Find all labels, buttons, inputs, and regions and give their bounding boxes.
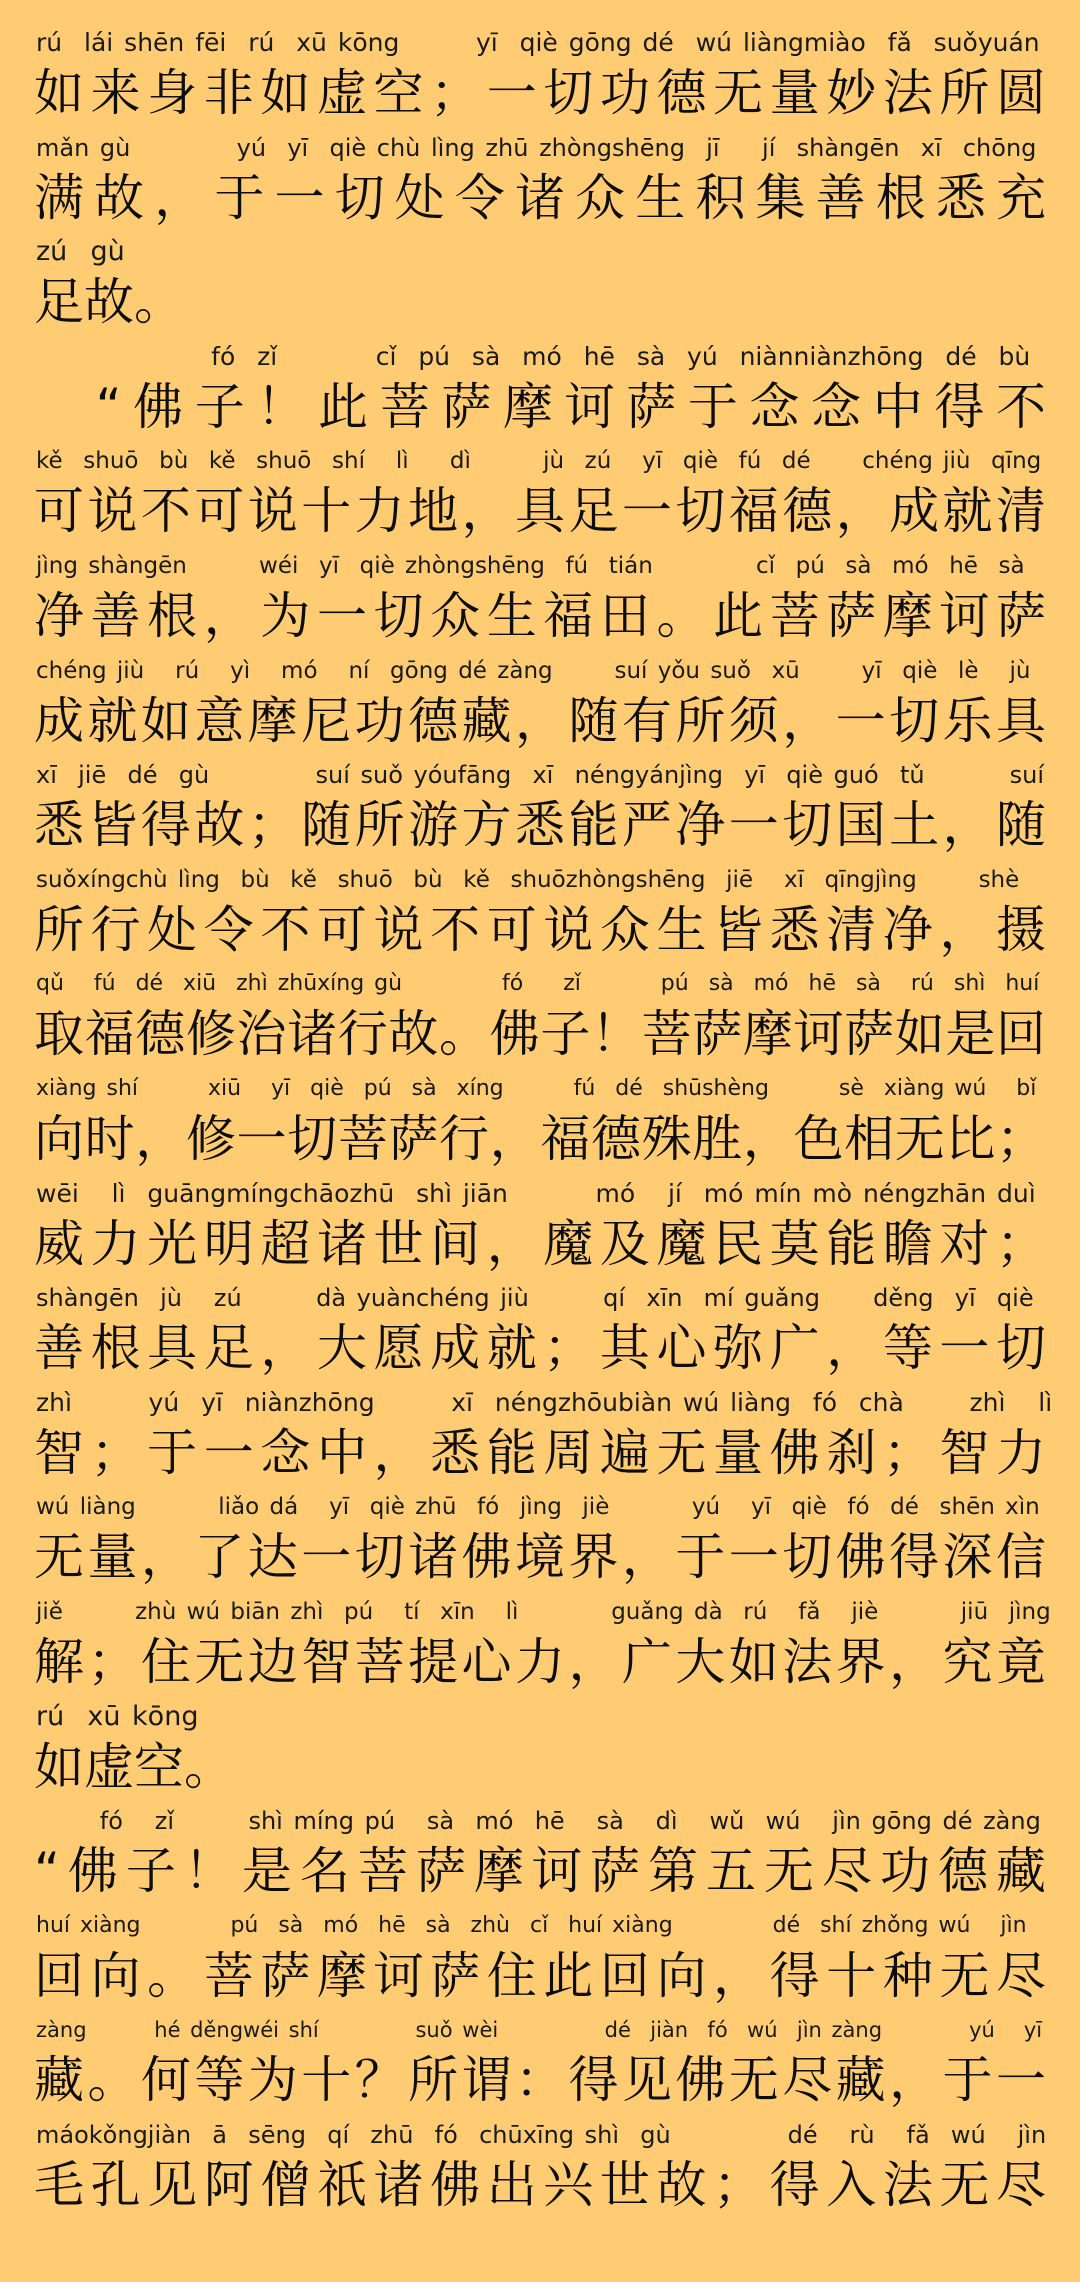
text-line xyxy=(0,549,1080,649)
pinyin-annotation: wú liàng liǎo dá yī qiè zhū fó jìng jiè yú yī qiè fó dé shēn xìn xyxy=(36,1494,1040,1520)
chinese-text: 成就如意摩尼功德藏，随有所须，一切乐具 xyxy=(34,692,1046,750)
chinese-text: 悉皆得故；随所游方悉能严净一切国土，随 xyxy=(34,796,1046,854)
pinyin-annotation: zhì yú yī niànzhōng xī néngzhōubiàn wú liàng fó chà zhì lì xyxy=(36,1388,1053,1417)
chinese-text: 可说不可说十力地，具足一切福德，成就清 xyxy=(34,482,1046,540)
chinese-text: 智；于一念中，悉能周遍无量佛刹；智力 xyxy=(34,1424,1046,1482)
chinese-text: 威力光明超诸世间，魔及魔民莫能瞻对； xyxy=(34,1215,1046,1273)
pinyin-annotation: jiě zhù wú biān zhì pú tí xīn lì guǎng dà rú fǎ jiè jiū jìng xyxy=(36,1599,1051,1625)
pinyin-annotation: máokǒngjiàn ā sēng qí zhū fó chūxīng shì gù dé rù fǎ wú jìn xyxy=(36,2121,1047,2149)
pinyin-annotation: zú gù xyxy=(36,236,125,267)
text-line xyxy=(0,1177,1080,1277)
text-line xyxy=(0,1804,1080,1904)
text-line xyxy=(0,863,1080,963)
pinyin-annotation: mǎn gù yú yī qiè chù lìng zhū zhòngshēng jī jí shàngēn xī chōng xyxy=(36,134,1037,162)
text-line xyxy=(0,1281,1080,1381)
text-line xyxy=(0,1490,1080,1590)
text-line xyxy=(0,26,1080,126)
text-line xyxy=(0,2013,1080,2113)
pinyin-annotation: zàng hé děngwéi shí suǒ wèi dé jiàn fó wú jìn zàng yú yī xyxy=(36,2018,1043,2042)
chinese-text: 取福德修治诸行故。佛子！菩萨摩诃萨如是回 xyxy=(34,1005,1046,1063)
chinese-text: 向时，修一切菩萨行，福德殊胜，色相无比； xyxy=(34,1110,1046,1168)
text-line xyxy=(0,967,1080,1067)
pinyin-annotation: jìng shàngēn wéi yī qiè zhòngshēng fú tián cǐ pú sà mó hē sà xyxy=(36,553,1025,579)
chinese-text: 如虚空。 xyxy=(34,1738,234,1796)
text-line xyxy=(0,1595,1080,1695)
text-line xyxy=(0,1386,1080,1486)
chinese-text: 净善根，为一切众生福田。此菩萨摩诃萨 xyxy=(34,587,1046,645)
pinyin-annotation: suǒxíngchù lìng bù kě shuō bù kě shuōzhòngshēng jiē xī qīngjìng shè xyxy=(36,867,1020,893)
pinyin-annotation: xī jiē dé gù suí suǒ yóufāng xī néngyánjìng yī qiè guó tǔ suí xyxy=(36,761,1045,789)
chinese-text: 如来身非如虚空；一切功德无量妙法所圆 xyxy=(34,64,1046,122)
pinyin-annotation: huí xiàng pú sà mó hē sà zhù cǐ huí xiàng dé shí zhǒng wú jìn xyxy=(36,1913,1027,1938)
pinyin-annotation: rú xū kōng xyxy=(36,1701,199,1732)
text-line xyxy=(0,1700,1080,1800)
text-line xyxy=(0,1909,1080,2009)
chinese-text: 藏。何等为十？所谓：得见佛无尽藏，于一 xyxy=(34,2051,1046,2109)
text-line xyxy=(0,131,1080,231)
text-line xyxy=(0,235,1080,335)
chinese-text: 足故。 xyxy=(34,273,184,331)
text-line xyxy=(0,1072,1080,1172)
pinyin-annotation: kě shuō bù kě shuō shí lì dì jù zú yī qiè fú dé chéng jiù qīng xyxy=(36,448,1042,474)
text-line xyxy=(0,758,1080,858)
pinyin-annotation: chéng jiù rú yì mó ní gōng dé zàng suí yǒu suǒ xū yī qiè lè jù xyxy=(36,658,1031,684)
chinese-text: 解；住无边智菩提心力，广大如法界，究竟 xyxy=(34,1633,1046,1691)
text-line xyxy=(0,340,1080,440)
text-line xyxy=(0,654,1080,754)
pinyin-annotation: rú lái shēn fēi rú xū kōng yī qiè gōng dé wú liàngmiào fǎ suǒyuán xyxy=(36,28,1040,57)
pinyin-annotation: shàngēn jù zú dà yuànchéng jiù qí xīn mí guǎng děng yī qiè xyxy=(36,1284,1034,1312)
chinese-text: 所行处令不可说不可说众生皆悉清净，摄 xyxy=(34,901,1046,959)
chinese-text: “佛子！此菩萨摩诃萨于念念中得不 xyxy=(34,378,1046,436)
pinyin-annotation: xiàng shí xiū yī qiè pú sà xíng fú dé shūshèng sè xiàng wú bǐ xyxy=(36,1076,1037,1101)
pinyin-annotation: fó zǐ cǐ pú sà mó hē sà yú niànniànzhōng dé bù xyxy=(36,342,1031,371)
chinese-text: 无量，了达一切诸佛境界，于一切佛得深信 xyxy=(34,1528,1046,1586)
text-line xyxy=(0,444,1080,544)
pinyin-annotation: fó zǐ shì míng pú sà mó hē sà dì wǔ wú jìn gōng dé zàng xyxy=(36,1807,1041,1835)
chinese-text: 满故，于一切处令诸众生积集善根悉充 xyxy=(34,169,1046,227)
chinese-text: 善根具足，大愿成就；其心弥广，等一切 xyxy=(34,1319,1046,1377)
chinese-text: 毛孔见阿僧祇诸佛出兴世故；得入法无尽 xyxy=(34,2156,1046,2214)
text-line xyxy=(0,2118,1080,2218)
pinyin-annotation: wēi lì guāngmíngchāozhū shì jiān mó jí mó mín mò néngzhān duì xyxy=(36,1179,1036,1208)
pinyin-annotation: qǔ fú dé xiū zhì zhūxíng gù fó zǐ pú sà mó hē sà rú shì huí xyxy=(36,971,1040,996)
chinese-text: 回向。菩萨摩诃萨住此回向，得十种无尽 xyxy=(34,1947,1046,2005)
chinese-text: “佛子！是名菩萨摩诃萨第五无尽功德藏 xyxy=(34,1842,1046,1900)
